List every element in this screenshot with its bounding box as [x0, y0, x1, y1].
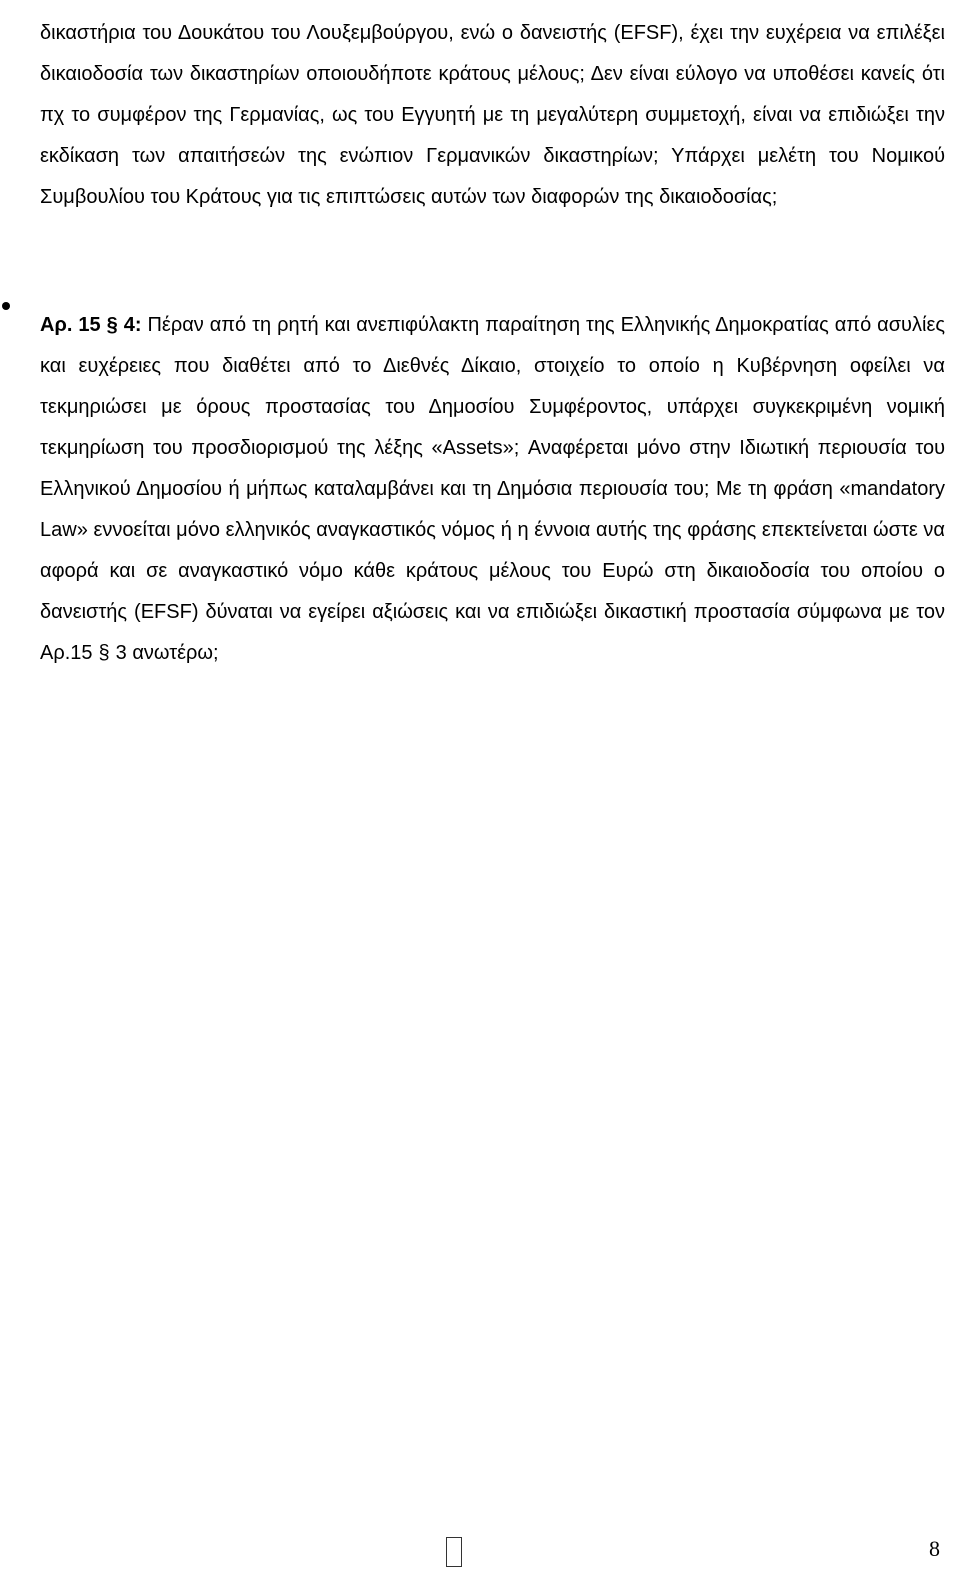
bullet-paragraph [40, 305, 945, 674]
bullet-dot-icon [2, 302, 10, 310]
bullet-tail-text: 3 ανωτέρω; [115, 642, 219, 664]
section-symbol: § [106, 314, 118, 336]
page-number: 8 [929, 1536, 940, 1561]
section-symbol-inline: § [98, 642, 110, 664]
section-number: 4: [123, 314, 142, 336]
bullet-body-text: Πέραν από τη ρητή και ανεπιφύλακτη παραίτηση της Ελληνικής Δημοκρατίας από ασυλίες και ευχέρειες που διαθέτει από το Διεθνές Δίκαιο, στοιχείο το οποίο η Κυβέρνηση οφείλει να τεκμηριώσει με όρους προστασίας του Δημοσίου Συμφέροντος, υπάρχει συγκεκριμένη νομική τεκμηρίωση του προσδιορισμού της λέξης «Assets»; Αναφέρεται μόνο στην Ιδιωτική περιουσία του Ελληνικού Δημοσίου ή μήπως καταλαμβάνει και τη Δημόσια περιουσία του; Με τη φράση «mandatory Law» εννοείται μόνο ελληνικός αναγκαστικός νόμος ή η έννοια αυτής της φράσης επεκτείνεται ώστε να αφορά και σε αναγκαστικό νόμο κάθε κράτους μέλους του Ευρώ στη δικαιοδοσία του οποίου ο δανειστής (EFSF) δύναται να εγείρει αξιώσεις και να επιδιώξει δικαστική προστασία σύμφωνα με τον Αρ.15 [40, 314, 945, 664]
paragraph-continued: δικαστήρια του Δουκάτου του Λουξεμβούργου, ενώ ο δανειστής (EFSF), έχει την ευχέρεια να επιλέξει δικαιοδοσία των δικαστηρίων οποιουδήποτε κράτους μέλους; Δεν είναι εύλογο να υποθέσει κανείς ότι πχ το συμφέρον της Γερμανίας, ως του Εγγυητή με τη μεγαλύτερη συμμετοχή, είναι να επιδιώξει την εκδίκαση των απαιτήσεών της ενώπιον Γερμανικών δικαστηρίων; Υπάρχει μελέτη του Νομικού Συμβουλίου του Κράτους για τις επιπτώσεις αυτών των διαφορών της δικαιοδοσίας; [40, 22, 945, 208]
article-reference: Αρ. 15 [40, 314, 101, 336]
missing-glyph-box-icon [446, 1537, 462, 1567]
